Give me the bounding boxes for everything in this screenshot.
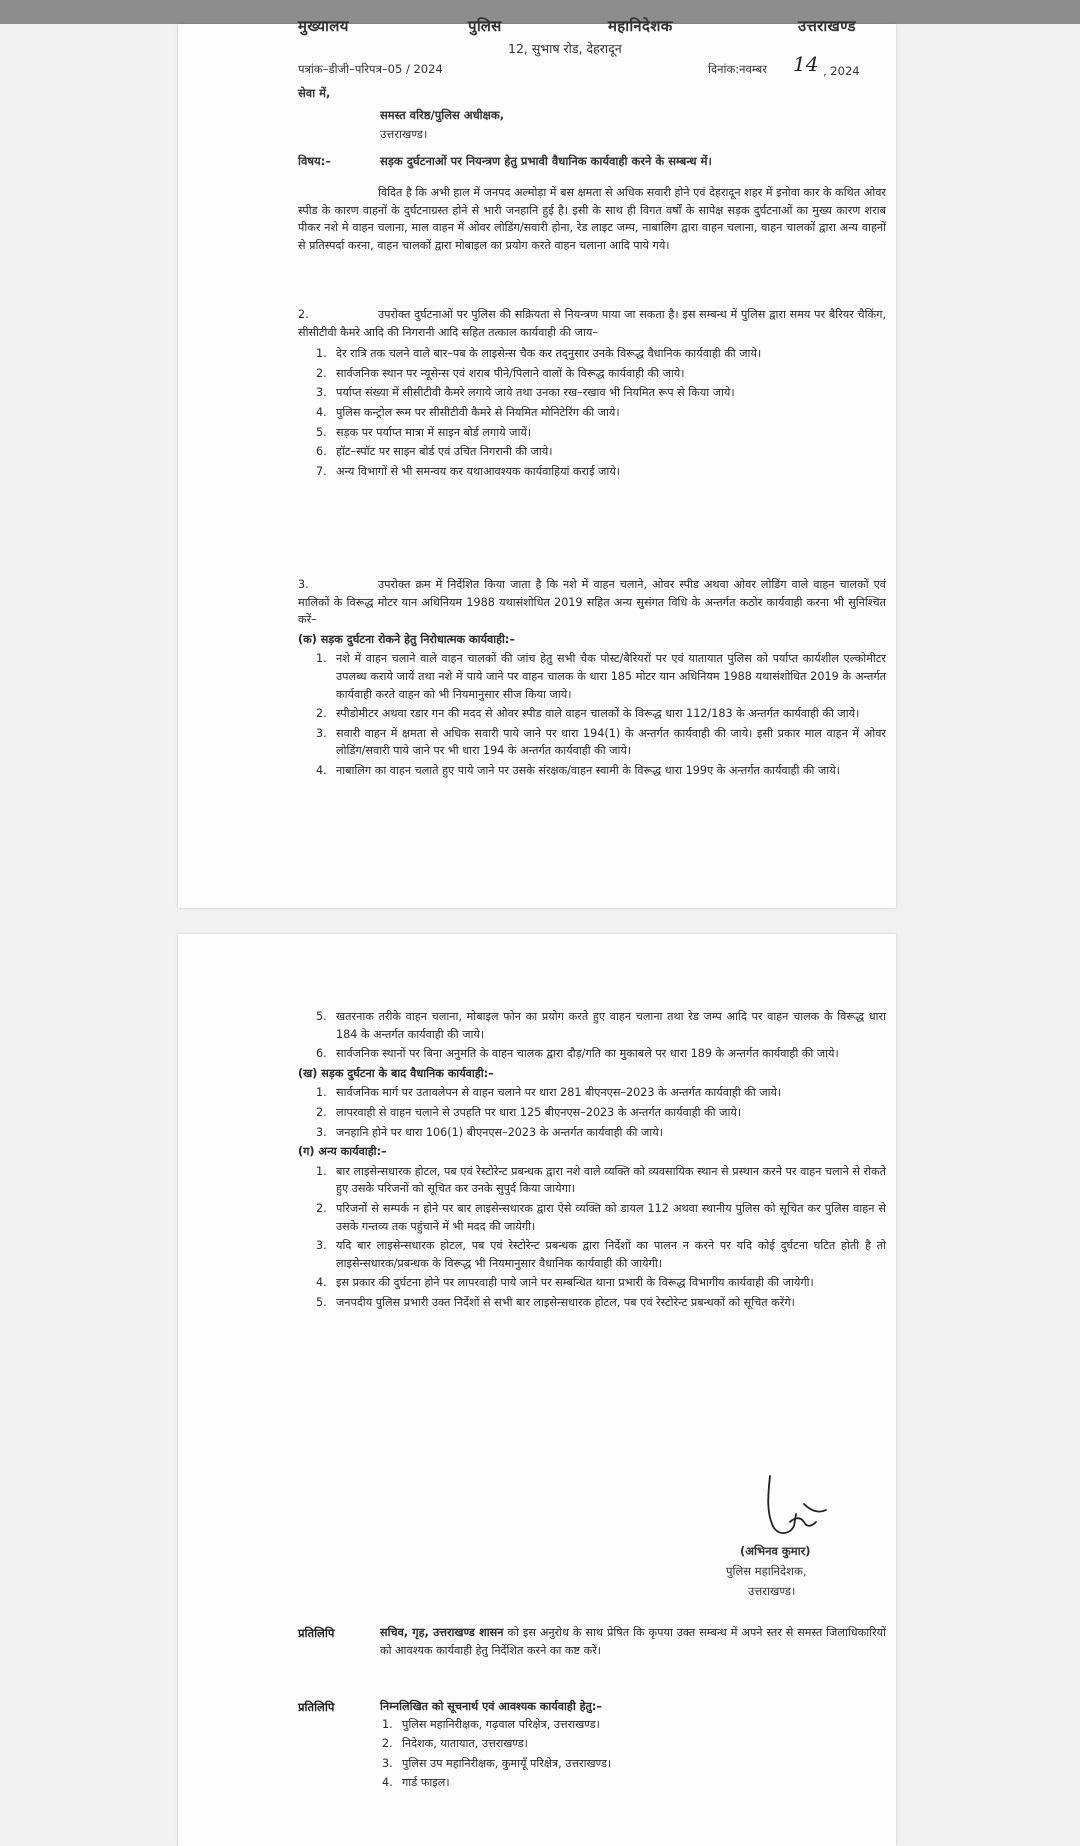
section-c-heading: (ग) अन्य कार्यवाही:–	[298, 1145, 387, 1159]
date-year: , 2024	[823, 64, 860, 78]
document-page-1	[178, 17, 896, 908]
paragraph-2	[298, 306, 886, 482]
list-item: 4. पुलिस कन्ट्रोल रूम पर सीसीटीवी कैमरे से नियमित मोनिटेरिंग की जाये।	[316, 405, 620, 419]
recipient-line-1: समस्त वरिष्ठ/पुलिस अधीक्षक,	[380, 108, 505, 122]
list-item: 1. सार्वजनिक मार्ग पर उतावलेपन से वाहन चलाने पर धारा 281 बीएनएस–2023 के अन्तर्गत कार्यवाही की जाये।	[316, 1086, 782, 1100]
paragraph-2-number: 2.	[298, 308, 309, 321]
section-a-continued	[298, 1008, 886, 1314]
document-page-2	[178, 934, 896, 1846]
signatory-designation: पुलिस महानिदेशक,	[726, 1564, 807, 1578]
paragraph-1: विदित है कि अभी हाल में जनपद अल्मोड़ा में बस क्षमता से अधिक सवारी होने एवं देहरादून शहर में इनोवा कार के कथित ओवर स्पीड के कारण वाहनों के दुर्घटनाग्रस्त होने से भारी जनहानि हुई है। इसी के साथ ही विगत वर्षों के सापेक्ष सड़क दुर्घटनाओं का मुख्य कारण शराब पीकर नशे मे वाहन चलाना, माल वाहन में ओवर लोडिंग/सवारी होना, रेड लाइट जम्प, नाबालिग द्वारा वाहन चलाना, वाहन चालकों द्वारा अन्य वाहनों से प्रतिस्पर्दा करना, वाहन चालकों द्वारा मोबाइल का प्रयोग करते वाहन चलाना आदि पाये गये।	[298, 186, 886, 252]
header-police: पुलिस	[468, 17, 502, 35]
subject-text: सड़क दुर्घटनाओं पर नियन्त्रण हेतु प्रभावी वैधानिक कार्यवाही करने के सम्बन्ध में।	[380, 154, 712, 168]
date-prefix: दिनांक:नवम्बर	[708, 62, 767, 76]
copy-2-block	[380, 1698, 886, 1794]
subject-label: विषय:–	[298, 154, 332, 168]
copy-2-label: प्रतिलिपि	[298, 1700, 335, 1714]
list-item: 3. पुलिस उप महानिरीक्षक, कुमायूँ परिक्षेत्र, उत्तराखण्ड।	[382, 1756, 612, 1770]
list-item: 5. जनपदीय पुलिस प्रभारी उक्त निर्देशों से सभी बार लाइसेन्सधारक होटल, पब एवं रेस्टोरेन्ट प्रबन्धकों को सूचित करेंगे।	[316, 1295, 795, 1309]
list-item: 2. निदेशक, यातायात, उत्तराखण्ड।	[382, 1737, 528, 1751]
list-item: 4. नाबालिग का वाहन चलाते हुए पाये जाने पर उसके संरक्षक/वाहन स्वामी के विरूद्ध धारा 199ए के अन्तर्गत कार्यवाही की जाये।	[316, 763, 840, 777]
recipient-line-2: उत्तराखण्ड।	[380, 127, 428, 141]
date-day-handwritten: 14	[793, 52, 819, 76]
list-item: 2. परिजनों से सम्पर्क न होने पर बार लाइसेन्सधारक द्वारा ऐसे व्यक्ति को डायल 112 अथवा स्थानीय पुलिस को सूचित कर पुलिस वाहन से उसके गन्तव्य तक पहुंचाने में भी मदद की जायेगी।	[316, 1201, 886, 1233]
paragraph-2-text: उपरोक्त दुर्घटनाओं पर पुलिस की सक्रियता से नियन्त्रण पाया जा सकता है। इस सम्बन्ध में पुलिस द्वारा समय पर बैरियर चैकिंग, सीसीटीवी कैमरे आदि की निगरानी आदि सहित तत्काल कार्यवाही की जाय–	[298, 308, 886, 339]
header-hq: मुख्यालय	[298, 17, 349, 35]
salutation: सेवा में,	[298, 86, 331, 100]
list-item: 3. पर्याप्त संख्या में सीसीटीवी कैमरे लगाये जाये तथा उनका रख–रखाव भी नियमित रूप से किया जाये।	[316, 386, 735, 400]
paragraph-3	[298, 576, 886, 782]
list-item: 6. सार्वजनिक स्थानों पर बिना अनुमति के वाहन चालक द्वारा दौड़/गति का मुकाबले पर धारा 189 के अन्तर्गत कार्यवाही की जाये।	[316, 1047, 839, 1061]
copy-2-heading: निम्नलिखित को सूचनार्थ एवं आवश्यक कार्यवाही हेतु:–	[380, 1700, 602, 1713]
list-item: 2. स्पीडोमीटर अथवा रडार गन की मदद से ओवर स्पीड वाले वाहन चालकों के विरूद्ध धारा 112/183 के अन्तर्गत कार्यवाही की जाये।	[316, 707, 860, 721]
list-item: 1. पुलिस महानिरीक्षक, गढ़वाल परिक्षेत्र, उत्तराखण्ड।	[382, 1717, 600, 1731]
list-item: 3. यदि बार लाइसेन्सधारक होटल, पब एवं रेस्टोरेन्ट प्रबन्धक द्वारा निर्देशों का पालन न करने पर यदि कोई दुर्घटना घटित होती है तो लाइसेन्सधारक/प्रबन्धक के विरूद्ध भी नियमानुसार वैधानिक कार्यवाही की जायेगी।	[316, 1239, 886, 1270]
signatory-name: (अभिनव कुमार)	[740, 1544, 811, 1558]
list-item: 5. खतरनाक तरीके वाहन चलाना, मोबाइल फोन का प्रयोग करते हुए वाहन चलाना तथा रेड जम्प आदि पर वाहन चालक के विरूद्ध धारा 184 के अन्तर्गत कार्यवाही की जाये।	[316, 1010, 886, 1041]
header-address: 12, सुभाष रोड, देहरादून	[508, 41, 622, 56]
header-dg: महानिदेशक	[608, 17, 673, 35]
list-item: 4. इस प्रकार की दुर्घटना होने पर लापरवाही पाये जाने पर सम्बन्धित थाना प्रभारी के विरूद्ध विभागीय कार्यवाही की जायेगी।	[316, 1276, 814, 1290]
signatory-state: उत्तराखण्ड।	[748, 1584, 796, 1598]
list-item: 1. देर रात्रि तक चलने वाले बार–पब के लाइसेन्स चैक कर तद्नुसार उनके विरूद्ध वैधानिक कार्यवाही की जाये।	[316, 347, 762, 361]
list-item: 1. बार लाइसेन्सधारक होटल, पब एवं रेस्टोरेन्ट प्रबन्धक द्वारा नशे वाले व्यक्ति को व्यवसायिक स्थान से प्रस्थान करने पर वाहन चलाने से रोकते हुए उसके परिजनों को सूचित कर उनके सुपुर्द किया जायेगा।	[316, 1164, 886, 1196]
list-item: 1. नशे में वाहन चलाने वाले वाहन चालकों की जांच हेतु सभी चैक पोस्ट/बैरियरों पर एवं यातायात पुलिस को पर्याप्त कार्यशील एल्कोमीटर उपलब्ध कराये जायें तथा नशे में पाये जाने पर वाहन चालक के धारा 185 मोटर यान अधिनियम 1988 यथासंशोधित 2019 के अन्तर्गत कार्यवाही करते वाहन को भी नियमानुसार सीज किया जाये।	[316, 652, 886, 701]
list-item: 4. गार्ड फाइल।	[382, 1776, 450, 1790]
paragraph-3-text: उपरोक्त क्रम में निर्देशित किया जाता है कि नशे में वाहन चलाने, ओवर स्पीड अथवा ओवर लोडिंग वाले वाहन चालकों एवं मालिकों के विरूद्ध मोटर यान अधिनियम 1988 यथासंशोधित 2019 सहित अन्य सुसंगत विधि के अन्तर्गत कठोर कार्यवाही करना भी सुनिश्चित करें–	[298, 578, 886, 627]
list-item: 7. अन्य विभागों से भी समन्वय कर यथाआवश्यक कार्यवाहियां कराई जाये।	[316, 464, 621, 478]
list-item: 2. लापरवाही से वाहन चलाने से उपहति पर धारा 125 बीएनएस–2023 के अन्तर्गत कार्यवाही की जाये।	[316, 1105, 742, 1119]
section-b-heading: (ख) सड़क दुर्घटना के बाद वैधानिक कार्यवाही:–	[298, 1066, 494, 1080]
section-a-heading: (क) सड़क दुर्घटना रोकने हेतु निरोधात्मक कार्यवाही:–	[298, 632, 516, 646]
copy-1-text: सचिव, गृह, उत्तराखण्ड शासन को इस अनुरोध के साथ प्रेषित कि कृपया उक्त सम्बन्ध में अपने स्तर से समस्त जिलाधिकारियों को आवश्यक कार्यवाही हेतु निर्देशित करने का कष्ट करें।	[380, 1626, 886, 1657]
list-item: 3. सवारी वाहन में क्षमता से अधिक सवारी पाये जाने पर धारा 194(1) के अन्तर्गत कार्यवाही की जाये। इसी प्रकार माल वाहन में ओवर लोडिंग/सवारी पाये जाने पर भी धारा 194 के अन्तर्गत कार्यवाही की जाये।	[316, 726, 886, 758]
paragraph-3-number: 3.	[298, 578, 309, 591]
list-item: 3. जनहानि होने पर धारा 106(1) बीएनएस–2023 के अन्तर्गत कार्यवाही की जाये।	[316, 1125, 663, 1139]
list-item: 2. सार्वजनिक स्थान पर न्यूसेन्स एवं शराब पीने/पिलाने वालों के विरूद्ध कार्यवाही की जाये।	[316, 366, 685, 380]
viewer-top-bar	[0, 0, 1080, 24]
signature-scribble	[760, 1474, 840, 1544]
copy-1-label: प्रतिलिपि	[298, 1626, 335, 1640]
list-item: 5. सड़क पर पर्याप्त मात्रा में साइन बोर्ड लगाये जायें।	[316, 425, 532, 439]
reference-number: पत्रांक–डीजी–परिपत्र–05 / 2024	[298, 62, 443, 76]
header-state: उत्तराखण्ड	[798, 17, 856, 35]
list-item: 6. हॉट–स्पॉट पर साइन बोर्ड एवं उचित निगरानी की जाये।	[316, 445, 553, 459]
